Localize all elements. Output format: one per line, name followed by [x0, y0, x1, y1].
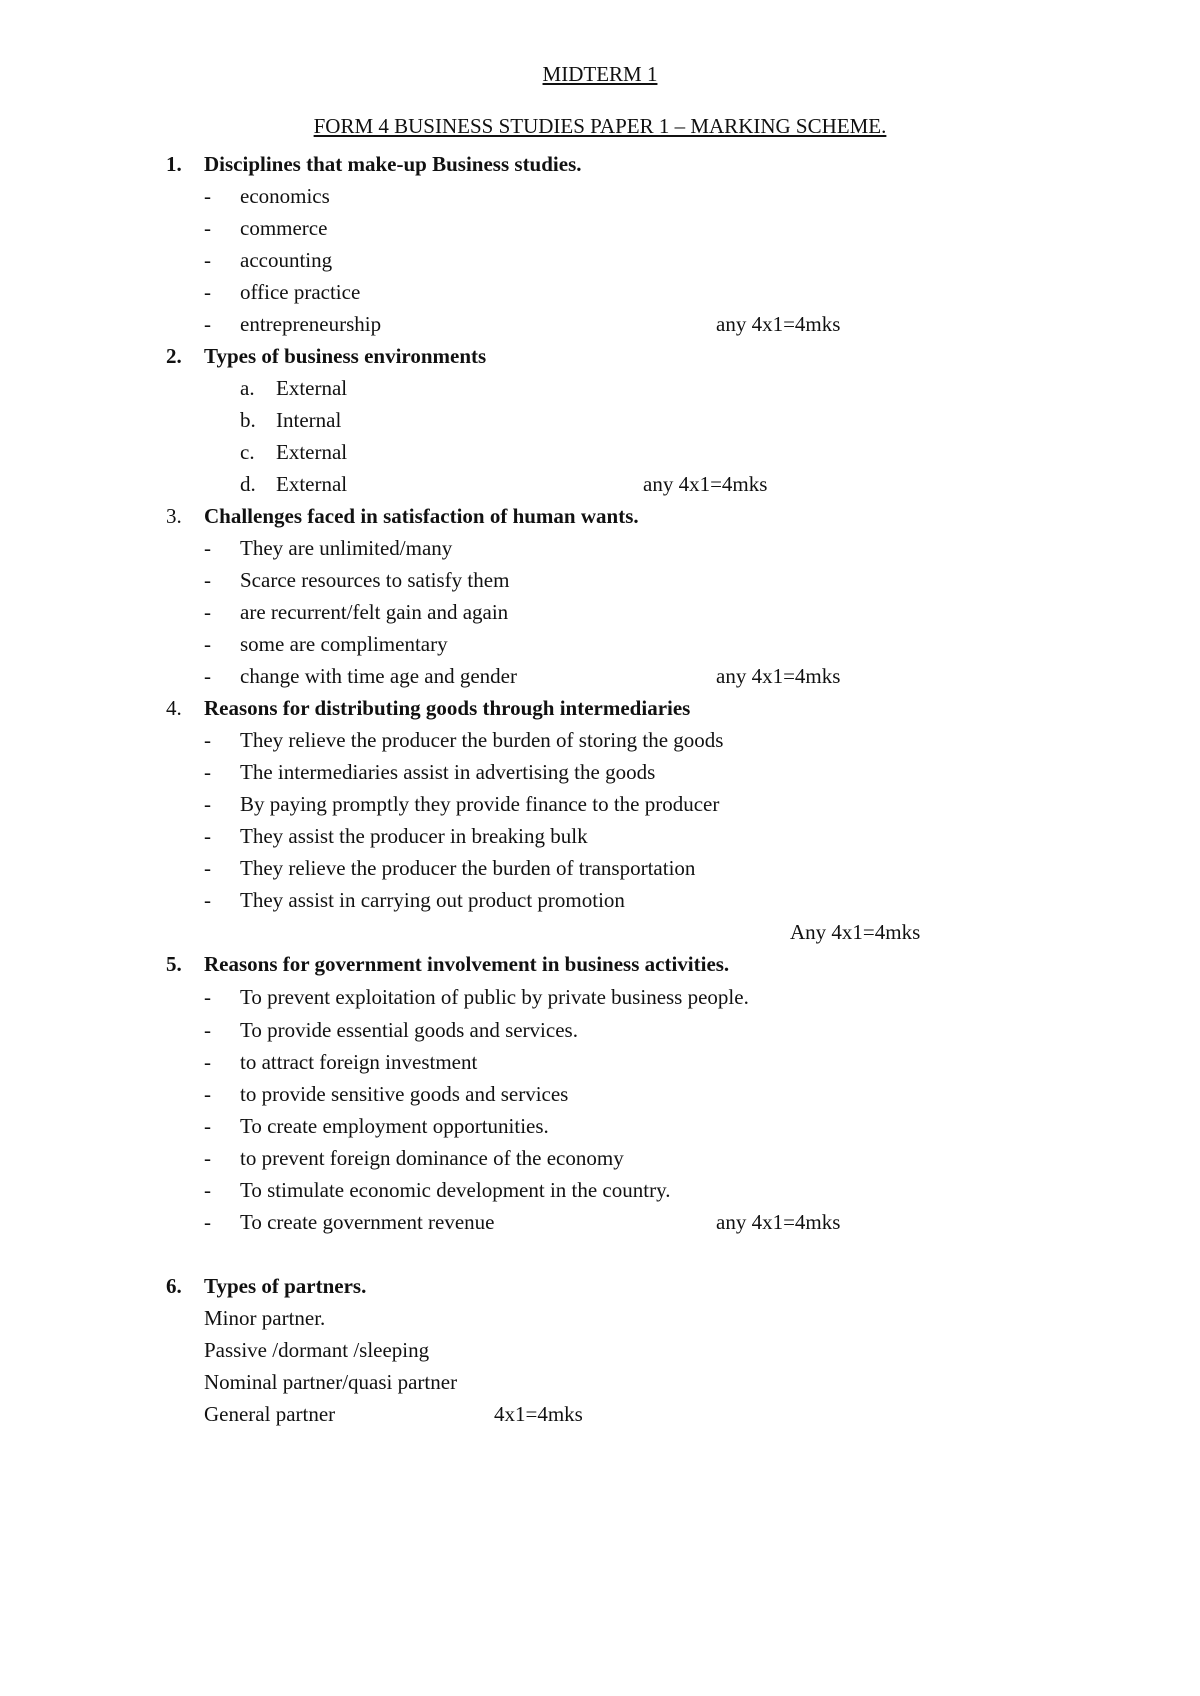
list-item: By paying promptly they provide finance to the producer	[240, 792, 720, 816]
marks-allocation: any 4x1=4mks	[716, 312, 841, 336]
list-item: office practice	[240, 280, 361, 304]
question-number: 3.	[166, 504, 182, 528]
bullet-dash: -	[204, 888, 211, 912]
list-item: are recurrent/felt gain and again	[240, 600, 509, 624]
list-item: External	[276, 440, 348, 464]
marks-allocation: any 4x1=4mks	[716, 664, 841, 688]
list-item: They assist in carrying out product promotion	[240, 888, 625, 912]
marks-allocation: 4x1=4mks	[494, 1402, 583, 1426]
bullet-dash: -	[204, 536, 211, 560]
list-item: They are unlimited/many	[240, 536, 453, 560]
marks-allocation: any 4x1=4mks	[643, 472, 768, 496]
list-item: They assist the producer in breaking bulk	[240, 824, 588, 848]
bullet-dash: -	[204, 760, 211, 784]
list-item: Nominal partner/quasi partner	[204, 1370, 458, 1394]
question-number: 5.	[166, 952, 182, 976]
list-item: To provide essential goods and services.	[240, 1018, 578, 1042]
question-heading: Types of business environments	[204, 344, 487, 368]
list-item: To stimulate economic development in the country.	[240, 1178, 671, 1202]
bullet-dash: -	[204, 1146, 211, 1170]
list-item: To prevent exploitation of public by private business people.	[240, 985, 749, 1009]
list-item: economics	[240, 184, 330, 208]
marks-allocation: Any 4x1=4mks	[790, 920, 921, 944]
item-label: a.	[240, 376, 255, 400]
bullet-dash: -	[204, 1050, 211, 1074]
bullet-dash: -	[204, 824, 211, 848]
list-item: entrepreneurship	[240, 312, 382, 336]
bullet-dash: -	[204, 312, 211, 336]
item-label: b.	[240, 408, 256, 432]
list-item: They relieve the producer the burden of storing the goods	[240, 728, 724, 752]
bullet-dash: -	[204, 1114, 211, 1138]
bullet-dash: -	[204, 792, 211, 816]
page-subtitle: FORM 4 BUSINESS STUDIES PAPER 1 – MARKING SCHEME.	[313, 114, 887, 138]
question-heading: Reasons for distributing goods through intermediaries	[204, 696, 691, 720]
list-item: some are complimentary	[240, 632, 448, 656]
question-heading: Reasons for government involvement in business activities.	[204, 952, 730, 976]
list-item: External	[276, 376, 348, 400]
marks-allocation: any 4x1=4mks	[716, 1210, 841, 1234]
question-number: 4.	[166, 696, 182, 720]
bullet-dash: -	[204, 568, 211, 592]
bullet-dash: -	[204, 1178, 211, 1202]
question-number: 2.	[166, 344, 182, 368]
bullet-dash: -	[204, 1210, 211, 1234]
bullet-dash: -	[204, 664, 211, 688]
question-number: 6.	[166, 1274, 182, 1298]
question-heading: Disciplines that make-up Business studies.	[204, 152, 582, 176]
bullet-dash: -	[204, 216, 211, 240]
bullet-dash: -	[204, 856, 211, 880]
page-title: MIDTERM 1	[542, 62, 658, 86]
bullet-dash: -	[204, 1018, 211, 1042]
question-number: 1.	[166, 152, 182, 176]
list-item: to attract foreign investment	[240, 1050, 478, 1074]
list-item: Minor partner.	[204, 1306, 326, 1330]
list-item: to prevent foreign dominance of the economy	[240, 1146, 624, 1170]
list-item: They relieve the producer the burden of transportation	[240, 856, 696, 880]
list-item: commerce	[240, 216, 328, 240]
bullet-dash: -	[204, 248, 211, 272]
list-item: To create employment opportunities.	[240, 1114, 549, 1138]
bullet-dash: -	[204, 280, 211, 304]
list-item: Passive /dormant /sleeping	[204, 1338, 430, 1362]
list-item: to provide sensitive goods and services	[240, 1082, 569, 1106]
item-label: c.	[240, 440, 255, 464]
bullet-dash: -	[204, 632, 211, 656]
question-heading: Challenges faced in satisfaction of human wants.	[204, 504, 639, 528]
bullet-dash: -	[204, 728, 211, 752]
bullet-dash: -	[204, 985, 211, 1009]
list-item: General partner	[204, 1402, 336, 1426]
list-item: accounting	[240, 248, 333, 272]
bullet-dash: -	[204, 184, 211, 208]
list-item: External	[276, 472, 348, 496]
list-item: To create government revenue	[240, 1210, 495, 1234]
list-item: Scarce resources to satisfy them	[240, 568, 510, 592]
list-item: change with time age and gender	[240, 664, 517, 688]
list-item: The intermediaries assist in advertising the goods	[240, 760, 656, 784]
item-label: d.	[240, 472, 256, 496]
question-heading: Types of partners.	[204, 1274, 367, 1298]
list-item: Internal	[276, 408, 342, 432]
bullet-dash: -	[204, 600, 211, 624]
bullet-dash: -	[204, 1082, 211, 1106]
